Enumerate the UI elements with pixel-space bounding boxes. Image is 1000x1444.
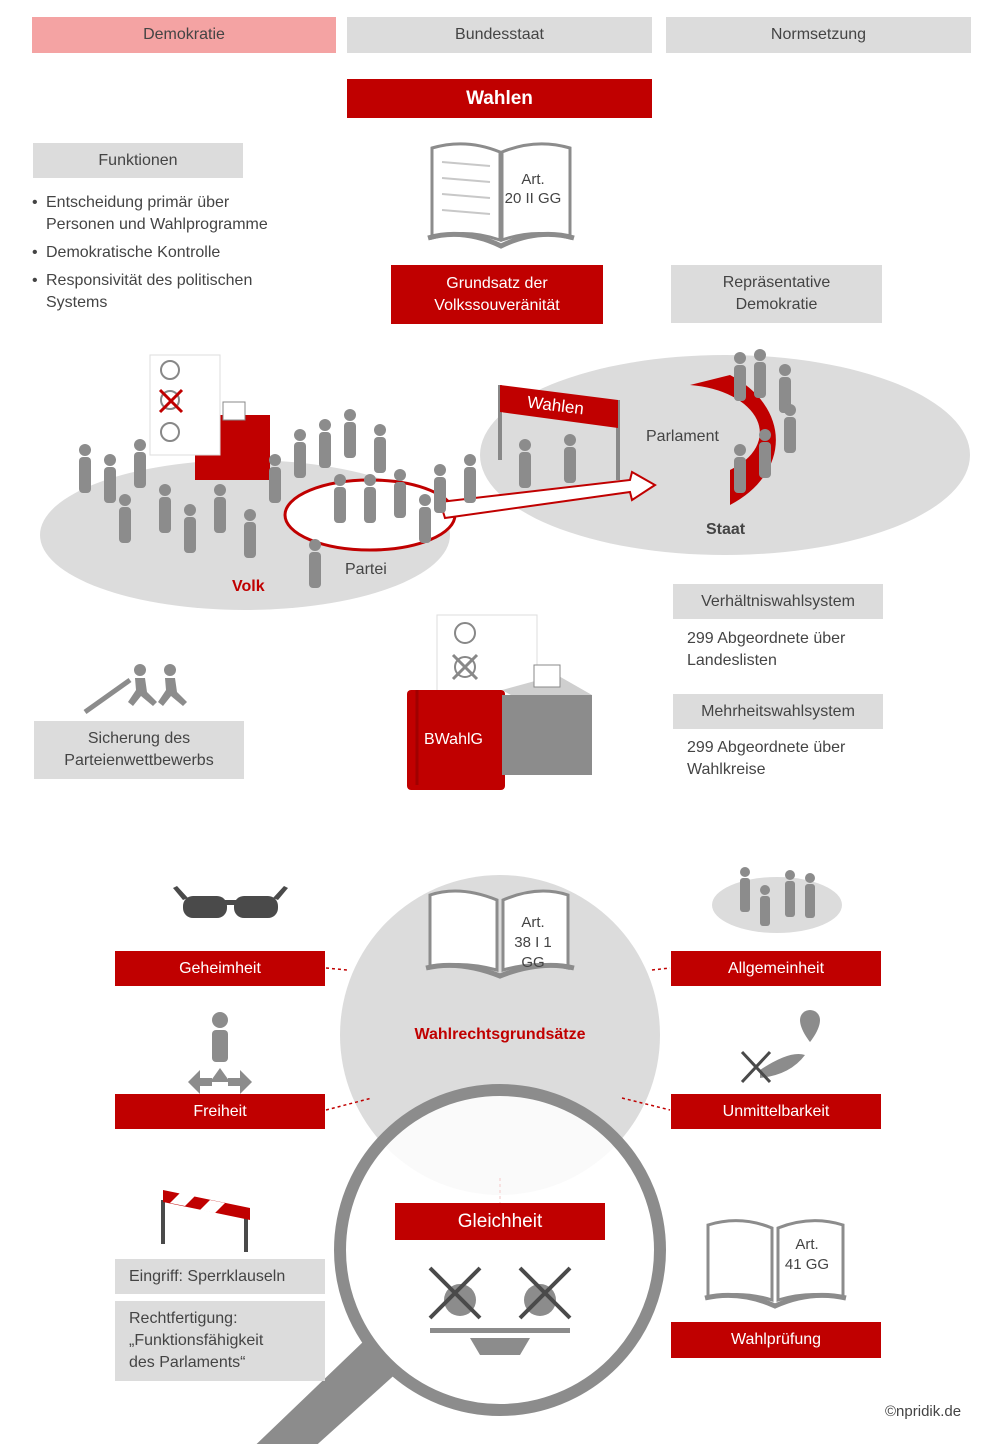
copyright: ©npridik.de	[885, 1403, 962, 1420]
rechtfertigung-box: Rechtfertigung: „Funktionsfähigkeit des Parlaments“	[115, 1301, 325, 1381]
bwahlg-label: BWahlG	[424, 731, 483, 748]
volkssouveraenitaet-box: Grundsatz der Volkssouveränität	[391, 265, 603, 324]
art41-line2: 41 GG	[784, 1256, 830, 1273]
geheimheit-box: Geheimheit	[115, 951, 325, 986]
wahlrechtsgrundsaetze-label: Wahlrechtsgrundsätze	[414, 1026, 586, 1043]
election-scene	[40, 340, 970, 615]
art38-line3: GG	[521, 954, 545, 971]
allgemeinheit-box: Allgemeinheit	[671, 951, 881, 986]
list-item: • Demokratische Kontrolle	[32, 242, 302, 264]
repraesentative-demokratie-box: Repräsentative Demokratie	[671, 265, 882, 323]
label-staat: Staat	[706, 521, 746, 538]
page-title: Wahlen	[347, 79, 652, 118]
mehrheitswahlsystem-heading: Mehrheitswahlsystem	[673, 694, 883, 729]
runners-icon	[85, 662, 190, 712]
ballot-book-icon	[407, 615, 592, 793]
funktionen-heading: Funktionen	[33, 143, 243, 178]
list-item: • Entscheidung primär über Personen und Wahlprogramme	[32, 192, 302, 236]
funktionen-list	[32, 192, 302, 320]
label-parlament: Parlament	[646, 428, 719, 445]
unmittelbarkeit-box: Unmittelbarkeit	[671, 1094, 881, 1129]
gleichheit-box: Gleichheit	[395, 1203, 605, 1240]
label-partei: Partei	[345, 561, 387, 578]
art38-line2: 38 I 1	[514, 934, 552, 951]
art20-line2: 20 II GG	[504, 190, 562, 207]
tab-normsetzung[interactable]: Normsetzung	[666, 17, 971, 53]
art20-line1: Art.	[521, 171, 545, 188]
mehrheitswahlsystem-text: 299 Abgeordnete über Wahlkreise	[687, 739, 846, 778]
parteienwettbewerb-box: Sicherung des Parteienwettbewerbs	[34, 721, 244, 779]
verhaeltniswahlsystem-heading: Verhältniswahlsystem	[673, 584, 883, 619]
wahlpruefung-box: Wahlprüfung	[671, 1322, 881, 1358]
eingriff-box: Eingriff: Sperrklauseln	[115, 1259, 325, 1294]
freiheit-box: Freiheit	[115, 1094, 325, 1129]
list-item: • Responsivität des politischen Systems	[32, 270, 302, 314]
label-volk: Volk	[232, 578, 265, 595]
tab-bundesstaat[interactable]: Bundesstaat	[347, 17, 652, 53]
art38-line1: Art.	[521, 914, 545, 931]
banner-wahlen: Wahlen	[526, 392, 586, 419]
art41-line1: Art.	[795, 1236, 819, 1253]
tab-demokratie[interactable]: Demokratie	[32, 17, 336, 53]
verhaeltniswahlsystem-text: 299 Abgeordnete über Landeslisten	[687, 630, 846, 669]
